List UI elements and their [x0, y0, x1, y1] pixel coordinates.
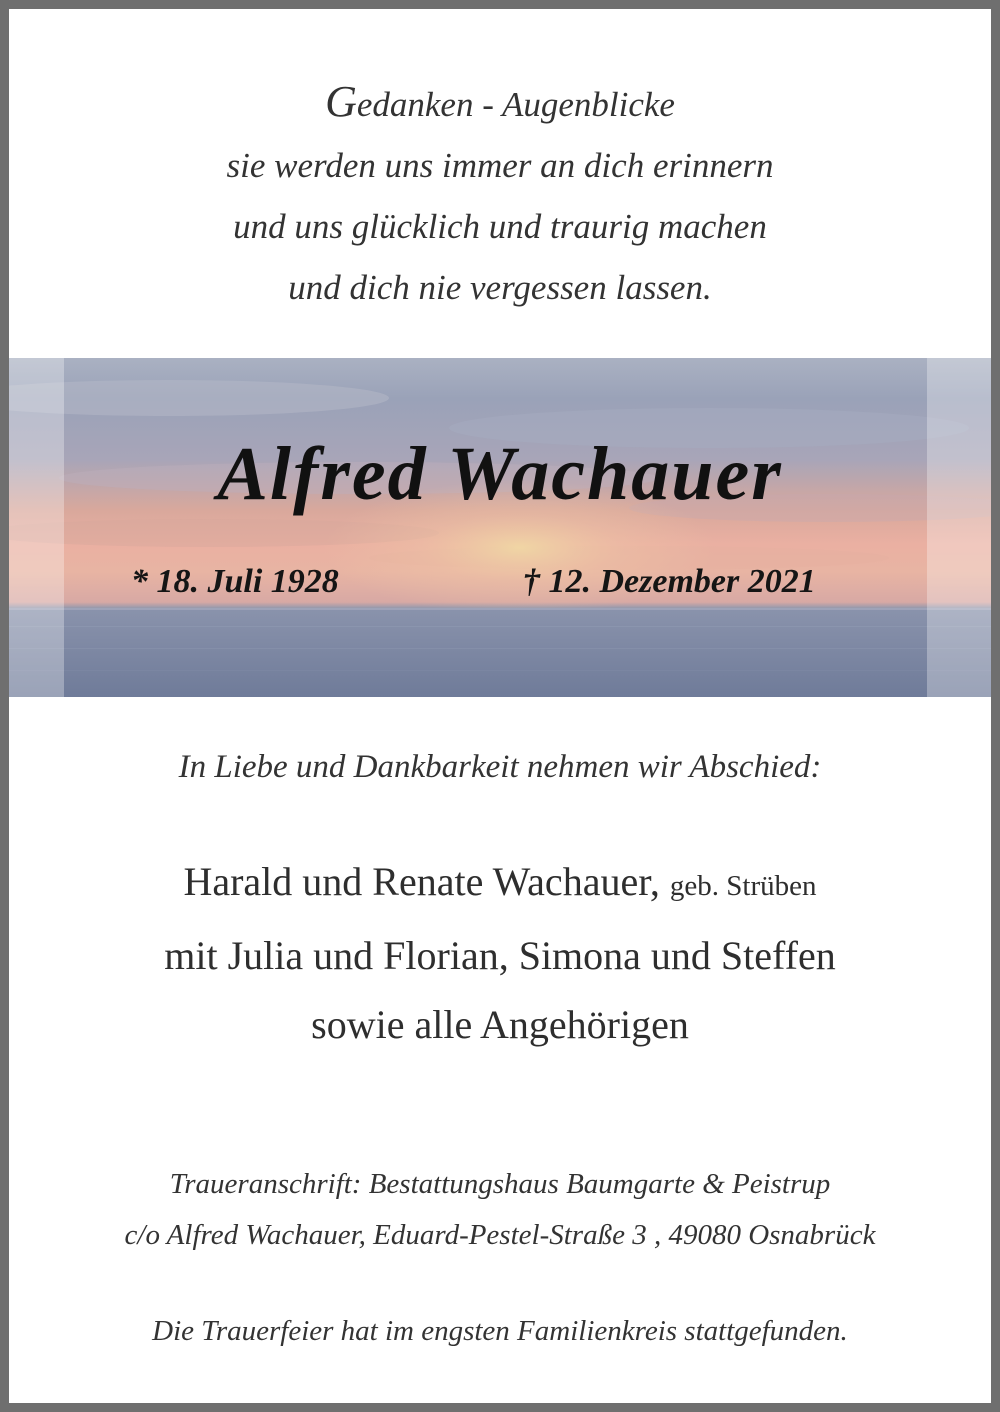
mourning-address [9, 1159, 991, 1261]
poem-line-1 [9, 71, 991, 135]
family-line-2: mit Julia und Florian, Simona und Steffen [164, 933, 836, 978]
poem [9, 71, 991, 318]
maiden-name-note: geb. Strüben [669, 870, 817, 902]
family-line-1-main: Harald und Renate Wachauer, [183, 859, 660, 904]
family-line-1 [9, 847, 991, 921]
farewell-text: In Liebe und Dankbarkeit nehmen wir Abschied: [178, 749, 822, 785]
poem-line-4: und dich nie vergessen lassen. [288, 268, 712, 307]
ceremony-note: Die Trauerfeier hat im engsten Familienkreis stattgefunden. [152, 1315, 848, 1347]
sunset-sea-image [9, 358, 991, 697]
family-names [9, 847, 991, 1059]
poem-line-1-text: edanken - Augenblicke [356, 85, 675, 124]
obituary-card [9, 9, 991, 1403]
address-line-1: Traueranschrift: Bestattungshaus Baumgarte & Peistrup [169, 1168, 831, 1200]
family-line-3: sowie alle Angehörigen [311, 1002, 689, 1047]
birth-date: * 18. Juli 1928 [131, 563, 339, 600]
address-line-2: c/o Alfred Wachauer, Eduard-Pestel-Straße 3 , 49080 Osnabrück [124, 1219, 876, 1251]
death-date: † 12. Dezember 2021 [523, 563, 816, 600]
deceased-name: Alfred Wachauer [217, 432, 783, 516]
poem-line-2: sie werden uns immer an dich erinnern [226, 146, 774, 185]
sunset-sea-photo [9, 358, 991, 697]
poem-line-3: und uns glücklich und traurig machen [233, 207, 767, 246]
poem-initial: G [325, 77, 357, 126]
